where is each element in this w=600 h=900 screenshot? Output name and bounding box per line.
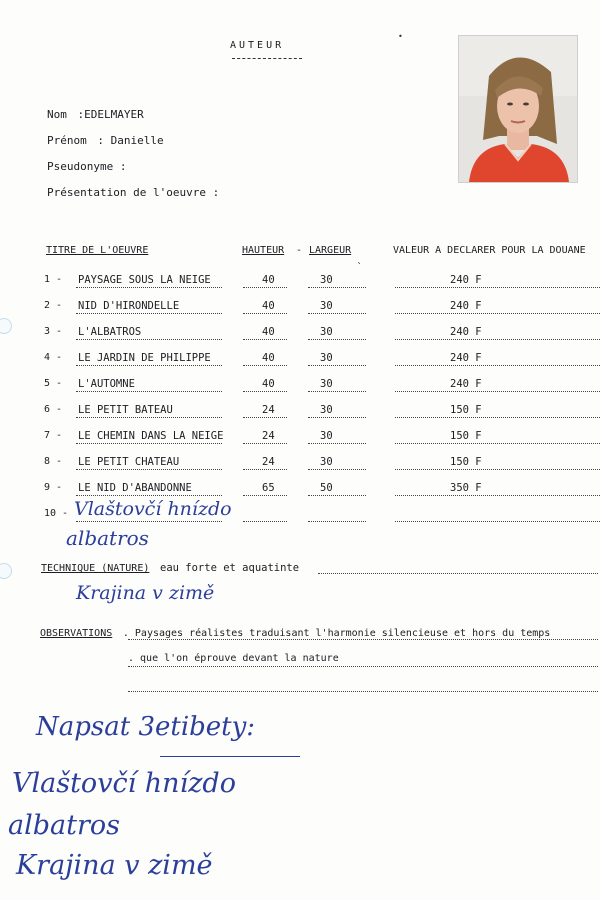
technique-dotline — [318, 573, 598, 574]
nom-field — [47, 108, 144, 121]
handwritten-underline — [160, 756, 300, 757]
row-dotline — [76, 417, 222, 418]
row-dotline — [243, 391, 287, 392]
row-dotline — [76, 287, 222, 288]
row-hauteur: 40 — [262, 326, 275, 338]
technique-value: eau forte et aquatinte — [160, 562, 300, 574]
handwritten-footer-item-2: albatros — [8, 810, 120, 841]
technique-field — [41, 561, 299, 574]
row-dotline — [395, 313, 600, 314]
header-hauteur: HAUTEUR — [242, 245, 285, 256]
row-hauteur: 24 — [262, 430, 275, 442]
row-dotline — [395, 521, 600, 522]
row-dotline — [308, 287, 366, 288]
observations-line1: . Paysages réalistes traduisant l'harmonie silencieuse et hors du temps — [122, 628, 551, 639]
presentation-label: Présentation de l'oeuvre : — [47, 186, 220, 199]
handwritten-footer-item-1: Vlaštovčí hnízdo — [12, 768, 236, 799]
row-title: PAYSAGE SOUS LA NEIGE — [78, 274, 211, 286]
row-dotline — [76, 365, 222, 366]
row-dotline — [243, 443, 287, 444]
row-dotline — [395, 495, 600, 496]
row-largeur: 30 — [320, 404, 333, 416]
row-dotline — [308, 443, 366, 444]
prenom-field — [47, 134, 164, 147]
header-largeur: LARGEUR — [309, 245, 352, 256]
row-dotline — [243, 287, 287, 288]
row-number: 2 - — [44, 300, 63, 311]
observations-dotline-1 — [128, 639, 598, 640]
header-tick: ˎ — [356, 253, 363, 264]
row-dotline — [395, 365, 600, 366]
header-valeur: VALEUR A DECLARER POUR LA DOUANE — [393, 245, 586, 256]
handwritten-row10b: albatros — [66, 526, 149, 550]
row-title: LE JARDIN DE PHILIPPE — [78, 352, 211, 364]
nom-value: :EDELMAYER — [77, 108, 144, 121]
row-dotline — [308, 365, 366, 366]
row-title: LE PETIT CHATEAU — [78, 456, 180, 468]
punch-hole-bottom — [0, 563, 12, 579]
row-valeur: 240 F — [450, 274, 482, 286]
nom-label: Nom — [47, 108, 67, 121]
handwritten-technique: Krajina v zimě — [76, 582, 215, 604]
row-largeur: 30 — [320, 326, 333, 338]
prenom-value: : Danielle — [97, 134, 164, 147]
technique-label: TECHNIQUE (NATURE) — [41, 563, 150, 574]
row-dotline — [395, 391, 600, 392]
row-dotline — [308, 417, 366, 418]
row-largeur: 30 — [320, 456, 333, 468]
row-number: 5 - — [44, 378, 63, 389]
row-number: 6 - — [44, 404, 63, 415]
observations-line2: . que l'on éprouve devant la nature — [128, 653, 339, 664]
row-hauteur: 65 — [262, 482, 275, 494]
row-title: LE CHEMIN DANS LA NEIGE — [78, 430, 224, 442]
row-largeur: 30 — [320, 430, 333, 442]
row-dotline — [395, 417, 600, 418]
handwritten-footer-item-3: Krajina v zimě — [16, 850, 213, 881]
row-dotline — [395, 469, 600, 470]
row-dotline — [395, 287, 600, 288]
row-dotline — [308, 313, 366, 314]
row-hauteur: 40 — [262, 274, 275, 286]
observations-field — [40, 626, 550, 639]
row-valeur: 240 F — [450, 326, 482, 338]
row-number: 4 - — [44, 352, 63, 363]
header-dash: - — [296, 245, 303, 256]
observations-label: OBSERVATIONS — [40, 628, 113, 639]
row-dotline — [395, 443, 600, 444]
row-number: 9 - — [44, 482, 63, 493]
row-hauteur: 40 — [262, 300, 275, 312]
row-title: LE NID D'ABANDONNE — [78, 482, 192, 494]
row-dotline — [76, 495, 222, 496]
row-title: NID D'HIRONDELLE — [78, 300, 180, 312]
row-largeur: 30 — [320, 300, 333, 312]
row-dotline — [76, 443, 222, 444]
row-hauteur: 24 — [262, 404, 275, 416]
row-largeur: 50 — [320, 482, 333, 494]
row-number: 3 - — [44, 326, 63, 337]
punch-hole-top — [0, 318, 12, 334]
row-valeur: 240 F — [450, 352, 482, 364]
author-photo — [458, 35, 578, 183]
row-dotline — [308, 469, 366, 470]
row-dotline — [308, 339, 366, 340]
row-hauteur: 40 — [262, 378, 275, 390]
row-title: L'ALBATROS — [78, 326, 142, 338]
row-number: 8 - — [44, 456, 63, 467]
handwritten-footer-title: Napsat 3etibety: — [36, 712, 256, 742]
row-hauteur: 40 — [262, 352, 275, 364]
row-largeur: 30 — [320, 378, 333, 390]
row-valeur: 150 F — [450, 430, 482, 442]
row-title: LE PETIT BATEAU — [78, 404, 173, 416]
row-number: 7 - — [44, 430, 63, 441]
row-dotline — [243, 365, 287, 366]
row-dotline — [243, 521, 287, 522]
header-titre: TITRE DE L'OEUVRE — [46, 245, 149, 256]
row-number: 1 - — [44, 274, 63, 285]
row-valeur: 150 F — [450, 456, 482, 468]
observations-dotline-2 — [128, 666, 598, 667]
observations-dotline-3 — [128, 691, 598, 692]
title-underline — [232, 58, 302, 59]
row-valeur: 240 F — [450, 378, 482, 390]
prenom-label: Prénom — [47, 134, 87, 147]
row-dotline — [243, 417, 287, 418]
row-hauteur: 24 — [262, 456, 275, 468]
row-dotline — [76, 521, 222, 522]
row-dotline — [308, 391, 366, 392]
row-largeur: 30 — [320, 274, 333, 286]
row-dotline — [243, 469, 287, 470]
row-number: 10 - — [44, 508, 69, 519]
row-dotline — [395, 339, 600, 340]
pseudonyme-label: Pseudonyme : — [47, 160, 127, 173]
row-valeur: 350 F — [450, 482, 482, 494]
handwritten-row10: Vlaštovčí hnízdo — [74, 498, 232, 520]
author-portrait-image — [459, 36, 577, 182]
row-dotline — [76, 313, 222, 314]
page-title: AUTEUR — [230, 40, 285, 51]
row-dotline — [308, 495, 366, 496]
row-dotline — [76, 391, 222, 392]
row-dotline — [243, 495, 287, 496]
row-dotline — [76, 469, 222, 470]
row-dotline — [76, 339, 222, 340]
row-dotline — [243, 339, 287, 340]
row-valeur: 150 F — [450, 404, 482, 416]
row-largeur: 30 — [320, 352, 333, 364]
stray-mark: • — [398, 32, 403, 41]
row-dotline — [308, 521, 366, 522]
row-dotline — [243, 313, 287, 314]
row-valeur: 240 F — [450, 300, 482, 312]
row-title: L'AUTOMNE — [78, 378, 135, 390]
